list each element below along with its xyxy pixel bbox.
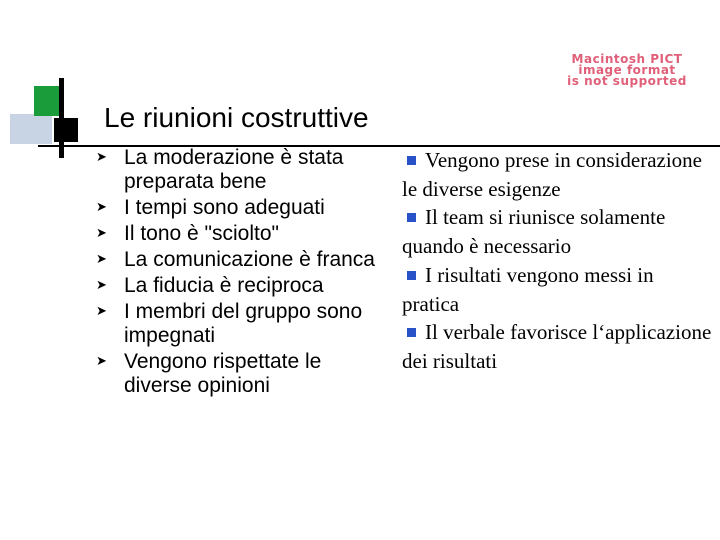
decor-square-green [34,86,60,116]
arrow-bullet-icon: ➤ [96,200,107,215]
list-item-text: I tempi sono adeguati [124,196,325,219]
list-item-text: Il team si riunisce solamente quando è necessario [402,205,666,259]
decor-square-black [54,118,78,142]
list-item [96,146,386,194]
arrow-bullet-icon: ➤ [96,354,107,369]
list-item-text: I membri del gruppo sono impegnati [124,300,363,347]
list-item [96,300,386,348]
decor-square-lightblue [10,114,52,144]
arrow-bullet-icon: ➤ [96,278,107,293]
list-item [96,350,386,398]
placeholder-line-2: image format [578,63,676,77]
unsupported-image-placeholder [544,54,710,88]
square-bullet-icon [407,213,416,222]
list-item-text: Vengono prese in considerazione le diverse esigenze [402,148,702,201]
square-bullet-icon [407,156,416,165]
arrow-bullet-icon: ➤ [96,304,107,319]
list-item [96,196,386,220]
list-item [402,146,712,203]
list-item-text: La fiducia è reciproca [124,274,324,297]
list-item [402,261,712,318]
list-item-text: La comunicazione è franca [124,248,375,271]
arrow-bullet-icon: ➤ [96,252,107,267]
slide-title: Le riunioni costruttive [104,102,369,133]
list-item [96,248,386,272]
list-item-text: I risultati vengono messi in pratica [402,262,654,316]
list-item [96,274,386,298]
square-bullet-icon [407,271,416,280]
list-item [402,203,712,260]
square-bullet-icon [407,328,416,337]
arrow-bullet-icon: ➤ [96,150,107,165]
list-item-text: Il tono è "sciolto" [124,222,279,245]
right-bullet-column [402,146,712,376]
placeholder-line-3: is not supported [567,74,687,88]
list-item-text: La moderazione è stata preparata bene [124,146,344,193]
left-bullet-list [96,146,386,400]
list-item-text: Il verbale favorisce l‘applicazione dei risultati [402,320,712,373]
list-item [402,318,712,375]
arrow-bullet-icon: ➤ [96,226,107,241]
placeholder-line-1: Macintosh PICT [571,52,683,66]
list-item [96,222,386,246]
list-item-text: Vengono rispettate le diverse opinioni [124,350,322,397]
